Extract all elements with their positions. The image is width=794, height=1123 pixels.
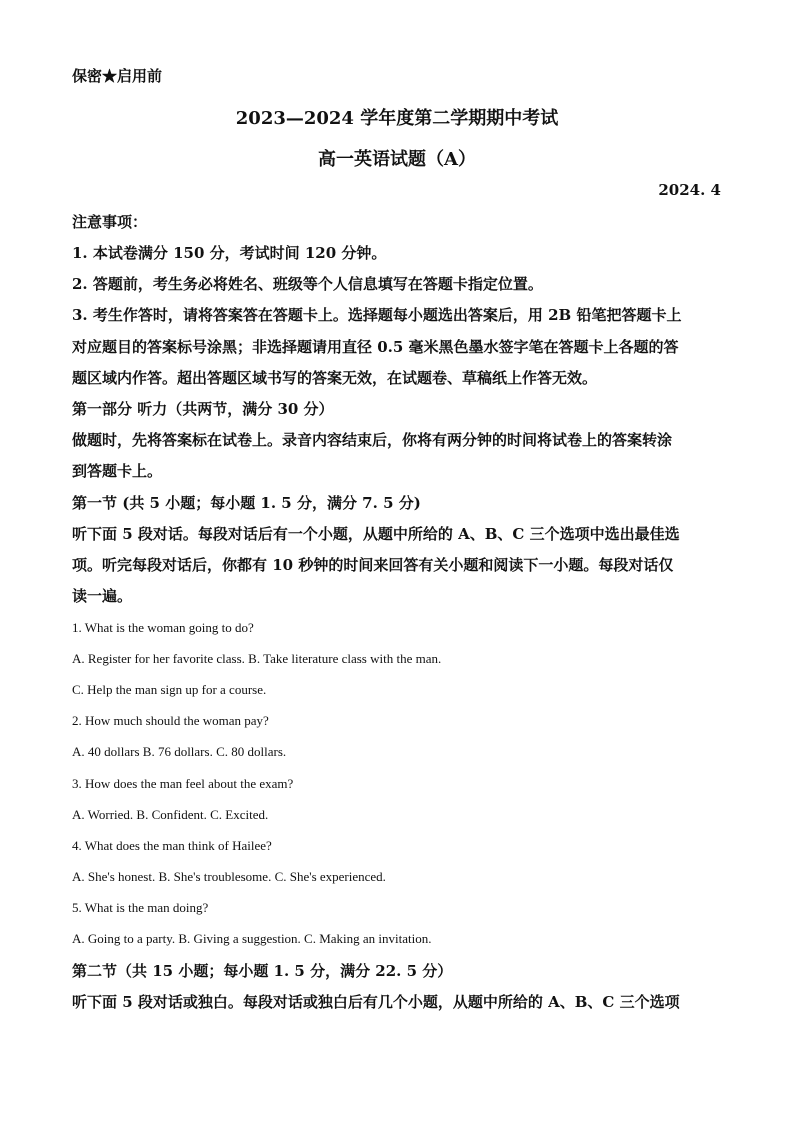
note-item-3-line-2: 对应题目的答案标号涂黑；非选择题请用直径 0.5 毫米黑色墨水签字笔在答题卡上各题的答 xyxy=(72,338,679,356)
question-1-options-line-2: C. Help the man sign up for a course. xyxy=(72,682,267,697)
exam-title: 2023—2024 学年度第二学期期中考试 xyxy=(235,108,559,129)
note-item-1: 1. 本试卷满分 150 分，考试时间 120 分钟。 xyxy=(72,244,387,262)
note-item-3-line-1: 3. 考生作答时，请将答案答在答题卡上。选择题每小题选出答案后，用 2B 铅笔把答题卡上 xyxy=(72,306,682,324)
section1-instruction-line-1: 听下面 5 段对话。每段对话后有一个小题，从题中所给的 A、B、C 三个选项中选出最佳选 xyxy=(72,525,680,543)
part1-heading: 第一部分 听力（共两节，满分 30 分） xyxy=(72,400,334,418)
question-2-options: A. 40 dollars B. 76 dollars. C. 80 dollars. xyxy=(72,744,287,759)
section1-instruction-line-3: 读一遍。 xyxy=(72,587,133,605)
question-3: 3. How does the man feel about the exam? xyxy=(72,776,294,791)
question-5-options: A. Going to a party. B. Giving a suggestion. C. Making an invitation. xyxy=(72,931,432,946)
question-4: 4. What does the man think of Hailee? xyxy=(72,838,272,853)
note-item-3-line-3: 题区域内作答。超出答题区域书写的答案无效，在试题卷、草稿纸上作答无效。 xyxy=(72,369,598,387)
notes-heading: 注意事项： xyxy=(72,213,148,231)
exam-subtitle: 高一英语试题（A） xyxy=(318,149,476,170)
question-1: 1. What is the woman going to do? xyxy=(72,620,254,635)
section2-instruction-line-1: 听下面 5 段对话或独白。每段对话或独白后有几个小题，从题中所给的 A、B、C 三个选项 xyxy=(72,993,680,1011)
question-4-options: A. She's honest. B. She's troublesome. C. She's experienced. xyxy=(72,869,386,884)
question-3-options: A. Worried. B. Confident. C. Excited. xyxy=(72,807,269,822)
section2-heading: 第二节（共 15 小题；每小题 1. 5 分，满分 22. 5 分） xyxy=(72,962,453,980)
question-2: 2. How much should the woman pay? xyxy=(72,713,269,728)
section1-heading: 第一节 (共 5 小题；每小题 1. 5 分，满分 7. 5 分) xyxy=(72,494,421,512)
part1-intro-line-2: 到答题卡上。 xyxy=(72,462,163,480)
question-1-options-line-1: A. Register for her favorite class. B. Take literature class with the man. xyxy=(72,651,442,666)
question-5: 5. What is the man doing? xyxy=(72,900,209,915)
exam-date: 2024. 4 xyxy=(658,181,721,199)
section1-instruction-line-2: 项。听完每段对话后，你都有 10 秒钟的时间来回答有关小题和阅读下一小题。每段对话仅 xyxy=(72,556,674,574)
note-item-2: 2. 答题前，考生务必将姓名、班级等个人信息填写在答题卡指定位置。 xyxy=(72,275,543,293)
confidential-label: 保密★启用前 xyxy=(72,67,163,85)
part1-intro-line-1: 做题时，先将答案标在试卷上。录音内容结束后，你将有两分钟的时间将试卷上的答案转涂 xyxy=(72,431,673,449)
